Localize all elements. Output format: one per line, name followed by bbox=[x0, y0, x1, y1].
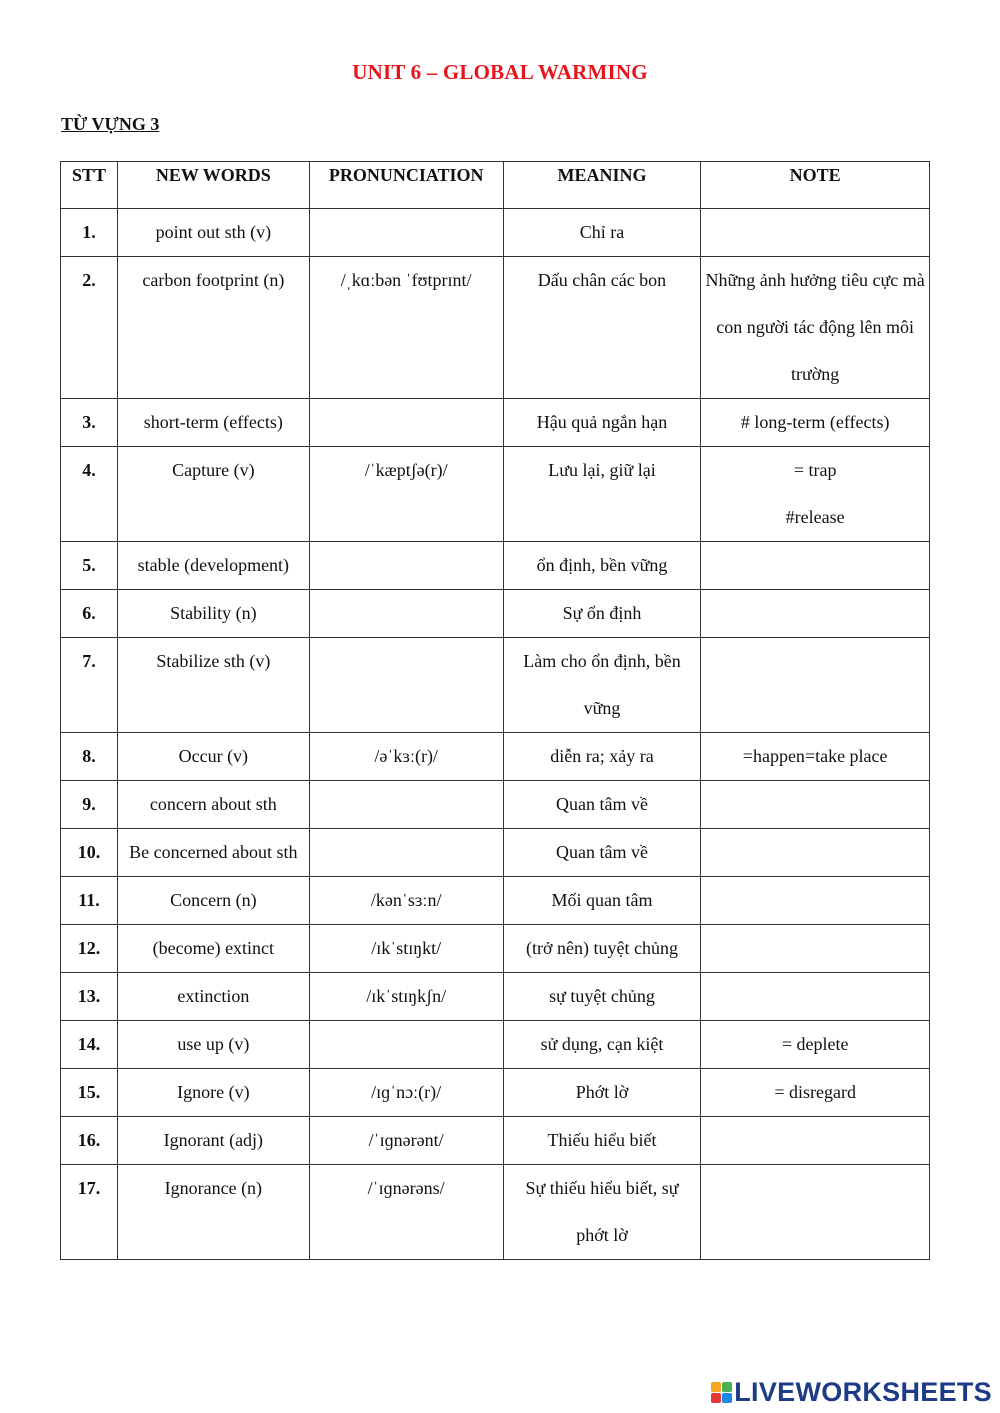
new-word-cell: use up (v) bbox=[117, 1021, 309, 1069]
new-word-cell: Be concerned about sth bbox=[117, 829, 309, 877]
pronunciation-cell: /ˈɪɡnərənt/ bbox=[309, 1117, 503, 1165]
row-number-cell: 7. bbox=[61, 638, 118, 733]
pronunciation-cell: /ɪkˈstɪŋkt/ bbox=[309, 925, 503, 973]
pronunciation-cell: /ˌkɑːbən ˈfʊtprɪnt/ bbox=[309, 257, 503, 399]
note-cell bbox=[701, 1117, 930, 1165]
new-word-cell: Occur (v) bbox=[117, 733, 309, 781]
new-word-cell: Capture (v) bbox=[117, 447, 309, 542]
meaning-cell: Chỉ ra bbox=[503, 209, 701, 257]
note-cell: Những ảnh hưởng tiêu cực mà con người tác động lên môi trường bbox=[701, 257, 930, 399]
header-meaning: MEANING bbox=[503, 162, 701, 209]
page-title: UNIT 6 – GLOBAL WARMING bbox=[352, 60, 648, 84]
row-number-cell: 9. bbox=[61, 781, 118, 829]
table-row bbox=[61, 447, 930, 542]
row-number-cell: 11. bbox=[61, 877, 118, 925]
note-cell bbox=[701, 590, 930, 638]
brand-text: LIVEWORKSHEETS bbox=[734, 1377, 992, 1407]
note-cell: =happen=take place bbox=[701, 733, 930, 781]
row-number-cell: 16. bbox=[61, 1117, 118, 1165]
pronunciation-cell bbox=[309, 781, 503, 829]
row-number-cell: 2. bbox=[61, 257, 118, 399]
new-word-cell: concern about sth bbox=[117, 781, 309, 829]
meaning-cell: Lưu lại, giữ lại bbox=[503, 447, 701, 542]
meaning-cell: diễn ra; xảy ra bbox=[503, 733, 701, 781]
new-word-cell: short-term (effects) bbox=[117, 399, 309, 447]
meaning-cell: Sự ổn định bbox=[503, 590, 701, 638]
section-subtitle: TỪ VỰNG 3 bbox=[61, 114, 160, 134]
table-row bbox=[61, 877, 930, 925]
meaning-cell: Quan tâm về bbox=[503, 829, 701, 877]
liveworksheets-logo bbox=[711, 1377, 992, 1408]
note-cell bbox=[701, 829, 930, 877]
meaning-cell: Phớt lờ bbox=[503, 1069, 701, 1117]
meaning-cell: (trở nên) tuyệt chủng bbox=[503, 925, 701, 973]
table-row bbox=[61, 638, 930, 733]
table-row bbox=[61, 399, 930, 447]
note-cell: = disregard bbox=[701, 1069, 930, 1117]
meaning-cell: Mối quan tâm bbox=[503, 877, 701, 925]
pronunciation-cell bbox=[309, 590, 503, 638]
table-header-row bbox=[61, 162, 930, 209]
table-row bbox=[61, 590, 930, 638]
pronunciation-cell bbox=[309, 829, 503, 877]
pronunciation-cell bbox=[309, 638, 503, 733]
pronunciation-cell bbox=[309, 399, 503, 447]
meaning-cell: Thiếu hiểu biết bbox=[503, 1117, 701, 1165]
logo-square-icon bbox=[711, 1382, 721, 1392]
new-word-cell: Ignorant (adj) bbox=[117, 1117, 309, 1165]
note-cell bbox=[701, 209, 930, 257]
meaning-cell: Dấu chân các bon bbox=[503, 257, 701, 399]
row-number-cell: 14. bbox=[61, 1021, 118, 1069]
meaning-cell: Sự thiếu hiểu biết, sự phớt lờ bbox=[503, 1165, 701, 1260]
table-row bbox=[61, 973, 930, 1021]
table-row bbox=[61, 1069, 930, 1117]
note-cell bbox=[701, 781, 930, 829]
meaning-cell: Làm cho ổn định, bền vững bbox=[503, 638, 701, 733]
meaning-cell: ổn định, bền vững bbox=[503, 542, 701, 590]
table-row bbox=[61, 1021, 930, 1069]
logo-square-icon bbox=[722, 1393, 732, 1403]
pronunciation-cell: /ˈkæptʃə(r)/ bbox=[309, 447, 503, 542]
new-word-cell: Concern (n) bbox=[117, 877, 309, 925]
note-cell: = trap #release bbox=[701, 447, 930, 542]
new-word-cell: carbon footprint (n) bbox=[117, 257, 309, 399]
table-row bbox=[61, 257, 930, 399]
note-cell bbox=[701, 1165, 930, 1260]
note-cell bbox=[701, 925, 930, 973]
note-cell bbox=[701, 638, 930, 733]
row-number-cell: 3. bbox=[61, 399, 118, 447]
pronunciation-cell bbox=[309, 542, 503, 590]
table-row bbox=[61, 829, 930, 877]
pronunciation-cell: /kənˈsɜːn/ bbox=[309, 877, 503, 925]
table-row bbox=[61, 1165, 930, 1260]
meaning-cell: Quan tâm về bbox=[503, 781, 701, 829]
liveworksheets-logo-icon bbox=[711, 1382, 732, 1403]
header-new-words: NEW WORDS bbox=[117, 162, 309, 209]
row-number-cell: 8. bbox=[61, 733, 118, 781]
header-note: NOTE bbox=[701, 162, 930, 209]
new-word-cell: stable (development) bbox=[117, 542, 309, 590]
note-cell bbox=[701, 877, 930, 925]
note-cell: # long-term (effects) bbox=[701, 399, 930, 447]
pronunciation-cell: /ɪkˈstɪŋkʃn/ bbox=[309, 973, 503, 1021]
new-word-cell: extinction bbox=[117, 973, 309, 1021]
table-row bbox=[61, 1117, 930, 1165]
vocabulary-table bbox=[60, 161, 930, 1260]
meaning-cell: Hậu quả ngắn hạn bbox=[503, 399, 701, 447]
new-word-cell: Stabilize sth (v) bbox=[117, 638, 309, 733]
row-number-cell: 15. bbox=[61, 1069, 118, 1117]
table-row bbox=[61, 542, 930, 590]
header-stt: STT bbox=[61, 162, 118, 209]
table-row bbox=[61, 209, 930, 257]
pronunciation-cell: /ˈɪɡnərəns/ bbox=[309, 1165, 503, 1260]
row-number-cell: 4. bbox=[61, 447, 118, 542]
logo-square-icon bbox=[711, 1393, 721, 1403]
row-number-cell: 6. bbox=[61, 590, 118, 638]
new-word-cell: point out sth (v) bbox=[117, 209, 309, 257]
row-number-cell: 5. bbox=[61, 542, 118, 590]
row-number-cell: 12. bbox=[61, 925, 118, 973]
logo-square-icon bbox=[722, 1382, 732, 1392]
pronunciation-cell: /əˈkɜː(r)/ bbox=[309, 733, 503, 781]
table-row bbox=[61, 925, 930, 973]
row-number-cell: 1. bbox=[61, 209, 118, 257]
row-number-cell: 13. bbox=[61, 973, 118, 1021]
table-row bbox=[61, 733, 930, 781]
table-row bbox=[61, 781, 930, 829]
meaning-cell: sự tuyệt chủng bbox=[503, 973, 701, 1021]
note-cell bbox=[701, 973, 930, 1021]
new-word-cell: (become) extinct bbox=[117, 925, 309, 973]
header-pronunciation: PRONUNCIATION bbox=[309, 162, 503, 209]
new-word-cell: Ignorance (n) bbox=[117, 1165, 309, 1260]
meaning-cell: sử dụng, cạn kiệt bbox=[503, 1021, 701, 1069]
pronunciation-cell bbox=[309, 1021, 503, 1069]
new-word-cell: Stability (n) bbox=[117, 590, 309, 638]
pronunciation-cell: /ɪɡˈnɔː(r)/ bbox=[309, 1069, 503, 1117]
pronunciation-cell bbox=[309, 209, 503, 257]
note-cell bbox=[701, 542, 930, 590]
row-number-cell: 10. bbox=[61, 829, 118, 877]
row-number-cell: 17. bbox=[61, 1165, 118, 1260]
new-word-cell: Ignore (v) bbox=[117, 1069, 309, 1117]
note-cell: = deplete bbox=[701, 1021, 930, 1069]
